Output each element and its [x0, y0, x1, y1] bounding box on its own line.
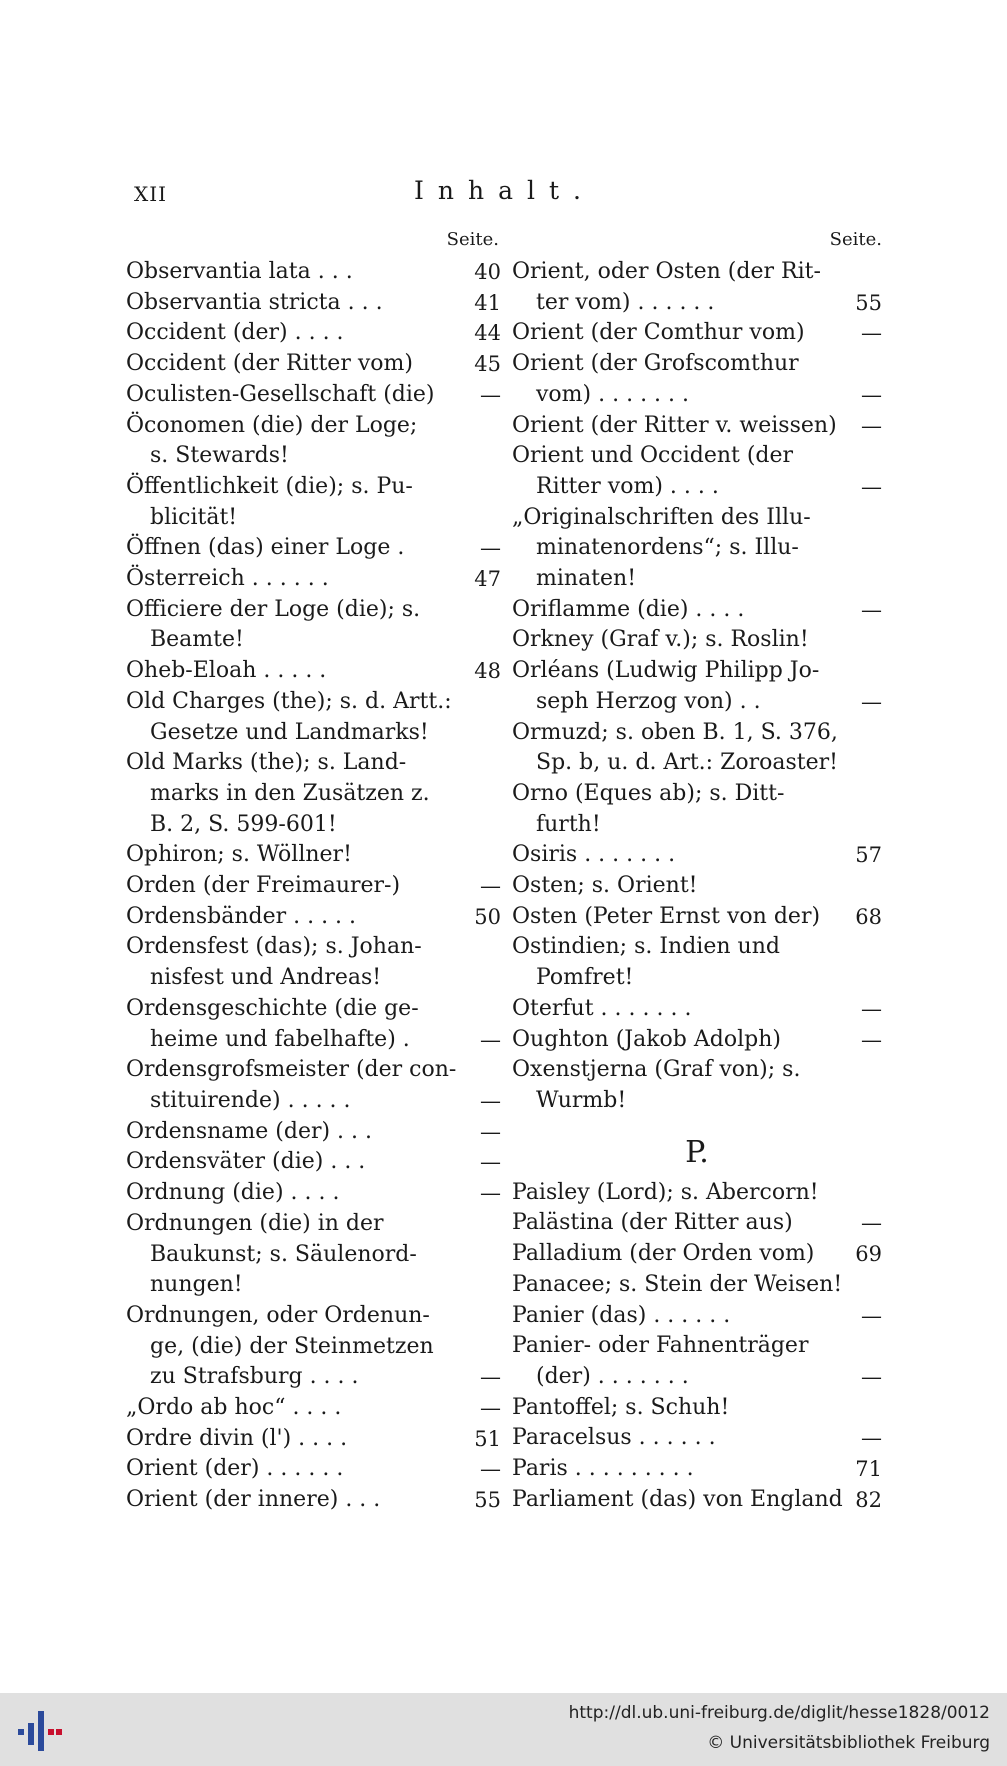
- page-reference: —: [857, 411, 882, 442]
- entry-text-line: Oxenstjerna (Graf von); s.: [512, 1057, 801, 1083]
- page-reference: —: [476, 871, 501, 902]
- page-reference: 47: [470, 564, 501, 595]
- page-reference: 41: [470, 288, 501, 319]
- index-entry: [512, 349, 882, 410]
- page-reference: —: [476, 1362, 501, 1393]
- page-reference: 45: [470, 349, 501, 380]
- page-reference: —: [476, 1086, 501, 1117]
- page-reference: —: [476, 380, 501, 411]
- page-reference: 55: [470, 1485, 501, 1516]
- index-entry: [126, 1454, 501, 1485]
- page-reference: —: [857, 1423, 882, 1454]
- entry-text-line: Parliament (das) von England: [512, 1486, 843, 1512]
- entry-text-line: (der) . . . . . . .: [536, 1363, 689, 1389]
- page-reference: —: [857, 472, 882, 503]
- page-number: XII: [134, 182, 168, 206]
- entry-text-line: B. 2, S. 599-601!: [150, 811, 337, 837]
- page-reference: —: [857, 318, 882, 349]
- index-entry: [512, 994, 882, 1025]
- entry-text-line: Orient (der Comthur vom): [512, 320, 805, 346]
- page-reference: 82: [851, 1485, 882, 1516]
- entry-text-line: nungen!: [150, 1272, 243, 1298]
- page-reference: 50: [470, 902, 501, 933]
- entry-text-line: Osiris . . . . . . .: [512, 842, 676, 868]
- page-reference: —: [857, 1025, 882, 1056]
- entry-text-line: Orient, oder Osten (der Rit-: [512, 259, 821, 284]
- index-entry: [512, 840, 882, 871]
- entry-text-line: Panier (das) . . . . . .: [512, 1302, 731, 1328]
- entry-text-line: Orient (der Grofscomthur: [512, 351, 799, 377]
- entry-text-line: Ordre divin (l') . . . .: [126, 1425, 348, 1451]
- source-url-link[interactable]: http://dl.ub.uni-freiburg.de/diglit/hesse1828/0012: [568, 1703, 990, 1723]
- entry-text-line: heime und fabelhafte) .: [150, 1026, 410, 1052]
- index-entry: [512, 1393, 882, 1424]
- index-entry: [126, 533, 501, 564]
- index-entry: [126, 288, 501, 319]
- page-reference: 44: [470, 318, 501, 349]
- index-entry: [126, 1117, 501, 1148]
- entry-text-line: Osten; s. Orient!: [512, 873, 698, 899]
- entry-text-line: Oriflamme (die) . . . .: [512, 596, 745, 622]
- entry-text-line: ter vom) . . . . . .: [536, 289, 715, 315]
- entry-text-line: Old Charges (the); s. d. Artt.:: [126, 688, 452, 714]
- entry-text-line: Ordensgrofsmeister (der con-: [126, 1057, 457, 1083]
- index-entry: [126, 1301, 501, 1393]
- entry-text-line: seph Herzog von) . .: [536, 688, 761, 714]
- entry-text-line: Ormuzd; s. oben B. 1, S. 376,: [512, 719, 838, 745]
- index-entry: [126, 564, 501, 595]
- entry-text-line: Pomfret!: [536, 965, 634, 991]
- entry-text-line: Paisley (Lord); s. Abercorn!: [512, 1179, 819, 1205]
- entry-text-line: Orient (der innere) . . .: [126, 1487, 381, 1513]
- entry-text-line: Beamte!: [150, 627, 244, 653]
- index-entry: [126, 871, 501, 902]
- index-entry: [512, 595, 882, 626]
- entry-list: [126, 257, 501, 1516]
- index-entry: [512, 656, 882, 717]
- index-entry: [126, 1209, 501, 1301]
- index-entry: [512, 1423, 882, 1454]
- section-letter: P.: [685, 1134, 709, 1170]
- entry-text-line: „Ordo ab hoc“ . . . .: [126, 1395, 342, 1421]
- entry-text-line: Ordnung (die) . . . .: [126, 1180, 340, 1206]
- copyright-text: © Universitätsbibliothek Freiburg: [707, 1733, 990, 1753]
- entry-text-line: Ophiron; s. Wöllner!: [126, 842, 352, 868]
- entry-text-line: Occident (der) . . . .: [126, 320, 344, 346]
- index-entry: [126, 1055, 501, 1116]
- page-reference: 40: [470, 257, 501, 288]
- index-entry: [126, 411, 501, 472]
- entry-text-line: s. Stewards!: [150, 443, 289, 469]
- entry-text-line: Ordensfest (das); s. Johan-: [126, 934, 422, 960]
- entry-text-line: Orden (der Freimaurer-): [126, 873, 401, 899]
- index-entry: [126, 1147, 501, 1178]
- entry-text-line: Ordensbänder . . . . .: [126, 903, 357, 929]
- library-logo-icon: [16, 1709, 64, 1753]
- entry-text-line: minaten!: [536, 566, 637, 592]
- entry-text-line: Officiere der Loge (die); s.: [126, 596, 421, 622]
- entry-text-line: Ritter vom) . . . .: [536, 473, 719, 499]
- page-reference: —: [476, 533, 501, 564]
- index-entry: [512, 1485, 882, 1516]
- index-entry: [126, 840, 501, 871]
- entry-text-line: Pantoffel; s. Schuh!: [512, 1394, 730, 1420]
- entry-text-line: nisfest und Andreas!: [150, 965, 382, 991]
- entry-text-line: Öconomen (die) der Loge;: [126, 412, 418, 438]
- index-entry: [126, 656, 501, 687]
- page-reference: —: [857, 1208, 882, 1239]
- entry-text-line: Orient und Occident (der: [512, 443, 794, 469]
- index-entry: [512, 1025, 882, 1056]
- page-reference: —: [857, 1362, 882, 1393]
- index-entry: [512, 1055, 882, 1116]
- index-entry: [512, 871, 882, 902]
- index-entry: [126, 1393, 501, 1424]
- entry-text-line: Ordnungen, oder Ordenun-: [126, 1302, 430, 1328]
- entry-text-line: Palladium (der Orden vom): [512, 1241, 815, 1267]
- seite-label: Seite.: [446, 229, 499, 250]
- index-entry: [512, 1208, 882, 1239]
- entry-text-line: Old Marks (the); s. Land-: [126, 750, 407, 776]
- entry-text-line: Österreich . . . . . .: [126, 566, 329, 592]
- entry-text-line: Baukunst; s. Säulenord-: [150, 1241, 417, 1267]
- entry-text-line: marks in den Zusätzen z.: [150, 780, 430, 806]
- entry-text-line: Panier- oder Fahnenträger: [512, 1333, 809, 1359]
- entry-text-line: Oterfut . . . . . . .: [512, 995, 692, 1021]
- entry-text-line: Wurmb!: [536, 1087, 627, 1113]
- entry-list: [512, 257, 882, 1515]
- entry-text-line: Palästina (der Ritter aus): [512, 1210, 793, 1236]
- index-entry: [512, 1270, 882, 1301]
- index-entry: [126, 472, 501, 533]
- page-reference: —: [857, 595, 882, 626]
- index-entry: [512, 257, 882, 318]
- index-entry: [512, 1331, 882, 1392]
- index-entry: [512, 503, 882, 595]
- entry-text-line: Ordensname (der) . . .: [126, 1118, 373, 1144]
- entry-text-line: Gesetze und Landmarks!: [150, 719, 429, 745]
- entry-text-line: Ordensväter (die) . . .: [126, 1149, 366, 1175]
- page-reference: —: [476, 1393, 501, 1424]
- page-header: [134, 176, 884, 212]
- entry-text-line: Öffnen (das) einer Loge .: [126, 535, 405, 561]
- index-entry: [512, 1301, 882, 1332]
- index-entry: [512, 1454, 882, 1485]
- page-reference: —: [476, 1025, 501, 1056]
- footer-bar: [0, 1693, 1007, 1766]
- index-entry: [512, 902, 882, 933]
- index-entry: [512, 441, 882, 502]
- entry-text-line: Orient (der) . . . . . .: [126, 1456, 344, 1482]
- entry-text-line: Occident (der Ritter vom): [126, 351, 413, 377]
- index-column-left: [126, 229, 501, 1516]
- entry-text-line: zu Strafsburg . . . .: [150, 1364, 359, 1390]
- index-entry: [512, 1239, 882, 1270]
- page-reference: —: [476, 1454, 501, 1485]
- index-entry: [126, 595, 501, 656]
- page-reference: 69: [851, 1239, 882, 1270]
- page-reference: —: [476, 1147, 501, 1178]
- index-entry: [126, 1424, 501, 1455]
- index-entry: [126, 687, 501, 748]
- index-entry: [126, 902, 501, 933]
- entry-text-line: Öffentlichkeit (die); s. Pu-: [126, 473, 413, 499]
- page-reference: —: [857, 1301, 882, 1332]
- entry-text-line: vom) . . . . . . .: [536, 381, 690, 407]
- entry-text-line: Osten (Peter Ernst von der): [512, 903, 821, 929]
- page-reference: —: [857, 687, 882, 718]
- entry-text-line: Orno (Eques ab); s. Ditt-: [512, 780, 785, 806]
- index-entry: [126, 1485, 501, 1516]
- entry-text-line: Orléans (Ludwig Philipp Jo-: [512, 658, 820, 684]
- page-reference: —: [857, 994, 882, 1025]
- index-entry: [126, 318, 501, 349]
- entry-text-line: Paracelsus . . . . . .: [512, 1425, 716, 1451]
- index-entry: [512, 932, 882, 993]
- page-reference: —: [476, 1178, 501, 1209]
- entry-text-line: blicität!: [150, 504, 238, 530]
- index-entry: [512, 411, 882, 442]
- seite-label: Seite.: [829, 229, 882, 250]
- index-entry: [126, 748, 501, 840]
- index-entry: [126, 349, 501, 380]
- page-reference: —: [857, 380, 882, 411]
- entry-text-line: stituirende) . . . . .: [150, 1087, 351, 1113]
- entry-text-line: Panacee; s. Stein der Weisen!: [512, 1271, 843, 1297]
- entry-text-line: minatenordens“; s. Illu-: [536, 535, 799, 561]
- index-entry: [126, 1178, 501, 1209]
- page-reference: —: [476, 1117, 501, 1148]
- entry-text-line: Ostindien; s. Indien und: [512, 934, 780, 960]
- entry-text-line: Observantia lata . . .: [126, 259, 353, 284]
- entry-text-line: Ordensgeschichte (die ge-: [126, 995, 419, 1021]
- page-reference: 57: [851, 840, 882, 871]
- entry-text-line: Orkney (Graf v.); s. Roslin!: [512, 627, 809, 653]
- index-entry: [512, 779, 882, 840]
- entry-text-line: „Originalschriften des Illu-: [512, 504, 811, 530]
- entry-text-line: Sp. b, u. d. Art.: Zoroaster!: [536, 750, 838, 776]
- entry-text-line: furth!: [536, 811, 601, 837]
- entry-text-line: Ordnungen (die) in der: [126, 1210, 384, 1236]
- entry-text-line: Observantia stricta . . .: [126, 289, 383, 315]
- index-entry: [512, 625, 882, 656]
- entry-text-line: Oheb-Eloah . . . . .: [126, 658, 327, 684]
- entry-text-line: ge, (die) der Steinmetzen: [150, 1333, 434, 1359]
- page-title: Inhalt.: [414, 176, 595, 205]
- index-column-right: [512, 229, 882, 1515]
- page-reference: 55: [851, 288, 882, 319]
- page-reference: 48: [470, 656, 501, 687]
- page-reference: 71: [851, 1454, 882, 1485]
- index-entry: [126, 257, 501, 288]
- index-entry: [126, 994, 501, 1055]
- entry-text-line: Paris . . . . . . . . .: [512, 1456, 694, 1482]
- index-entry: [512, 718, 882, 779]
- page-reference: 68: [851, 902, 882, 933]
- entry-text-line: Oculisten-Gesellschaft (die): [126, 381, 435, 407]
- index-entry: [512, 318, 882, 349]
- page-reference: 51: [470, 1424, 501, 1455]
- index-entry: [512, 1178, 882, 1209]
- index-entry: [126, 380, 501, 411]
- entry-text-line: Orient (der Ritter v. weissen): [512, 412, 837, 438]
- entry-text-line: Oughton (Jakob Adolph): [512, 1026, 781, 1052]
- index-entry: [126, 932, 501, 993]
